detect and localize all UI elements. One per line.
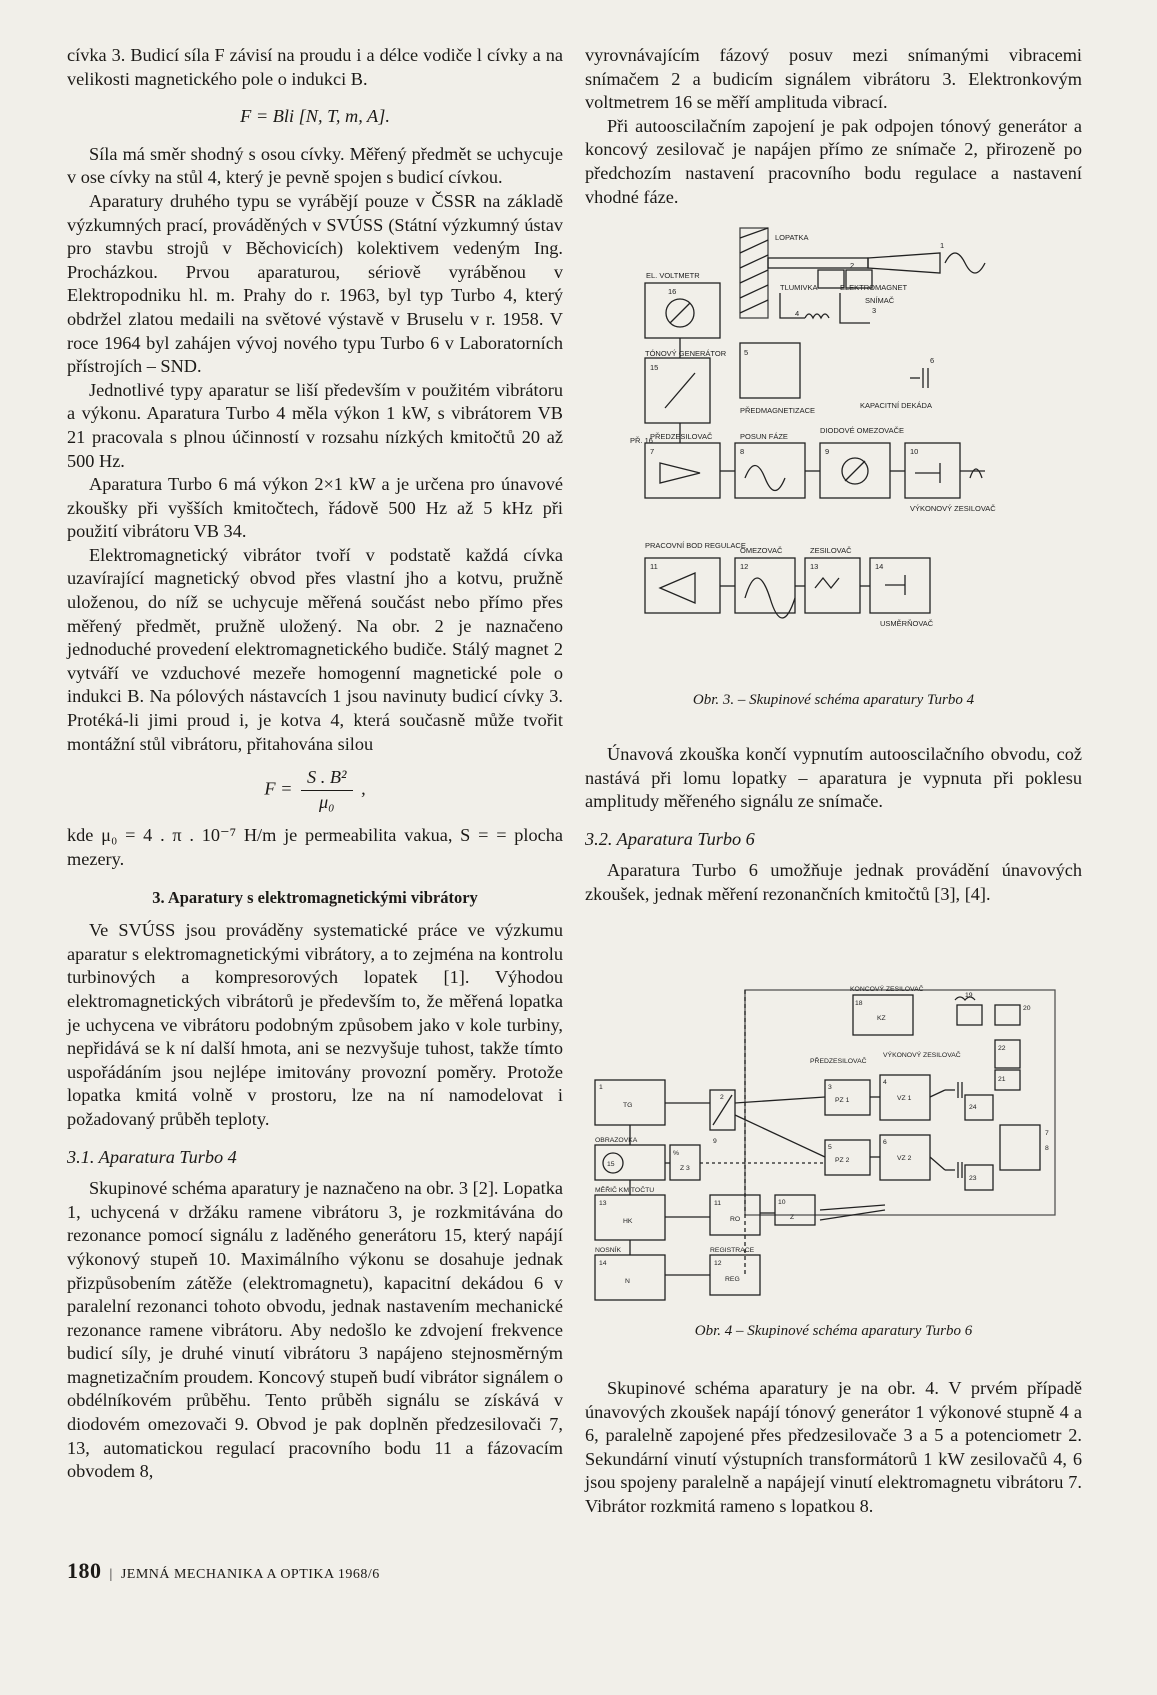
fig3-label-elektromagnet: ELEKTROMAGNET — [840, 283, 908, 292]
fig4-label-hk: HK — [623, 1218, 633, 1225]
fig4-label-z3: Z 3 — [680, 1165, 690, 1172]
fig4-label-8: 8 — [1045, 1145, 1049, 1152]
paragraph: Skupinové schéma aparatury je naznačeno na obr. 3 [2]. Lopatka 1, uchycená v držáku ramene vibrátoru 3, je rozkmitávána do rezonance pomocí signálu z laděného generátoru 15, který napájí výkonový stupeň 10. Maximálního výkonu se dosahuje jednak přizpůsobením zátěže (elektromagnetu), kapacitní dekádou 6 v paralelní rezonanci tohoto obvodu, jednak nastavením mechanické rezonance ramene vibrátoru. Aby nedošlo ke zdvojení frekvence budicí síly, je druhé vinutí vibrátoru 3 napájeno stejnosměrným magnetizačním proudem. Koncový stupeň budí vibrátor signálem o obdélníkovém průběhu. Tento průběh signálu se získává v diodovém omezovači 9. Obvod je pak doplněn předzesilovači 7, 13, automatickou regulací pracovního bodu 11 a fázovacím obvodem 8, — [67, 1178, 563, 1482]
left-column — [67, 44, 563, 1484]
fig3-label-kapacitni-dekada: KAPACITNÍ DEKÁDA — [860, 401, 932, 410]
fig4-label-pz2: PZ 2 — [835, 1157, 850, 1164]
fig4-label-nosnik: NOSNÍK — [595, 1247, 622, 1254]
page-number: 180 — [67, 1558, 102, 1583]
fig3-label-9: 9 — [825, 447, 830, 456]
equation-numerator: S . B² — [301, 766, 353, 791]
paragraph: vyrovnávajícím fázový posuv mezi snímanými vibracemi snímačem 2 a budicím signálem vibrátoru 3. Elektronkovým voltmetrem 16 se měří amplituda vibrací. — [585, 45, 1082, 113]
subsection-heading: 3.1. Aparatura Turbo 4 — [67, 1146, 237, 1167]
fig3-label-1: 1 — [940, 241, 945, 250]
fig3-label-8: 8 — [740, 447, 745, 456]
fig4-label-9: 9 — [713, 1138, 717, 1145]
fig4-label-22: 22 — [998, 1045, 1006, 1052]
fig4-label-vz2: VZ 2 — [897, 1155, 912, 1162]
fig3-label-tlumivka: TLUMIVKA — [780, 283, 818, 292]
paragraph: Únavová zkouška končí vypnutím autooscilačního obvodu, což nastává při lomu lopatky – aparatura je vypnuta při poklesu amplitudy měřeného signálu ze snímače. — [585, 744, 1082, 812]
fig3-label-4: 4 — [795, 309, 800, 318]
section-heading: 3. Aparatury s elektromagnetickými vibrátory — [152, 887, 478, 907]
fig4-label-21: 21 — [998, 1076, 1006, 1083]
equation-force: F = Bli [N, T, m, A]. — [240, 106, 390, 127]
fig3-label-lopatka: LOPATKA — [775, 233, 809, 242]
fig4-label-ro: RO — [730, 1216, 741, 1223]
fig3-label-usmernovac: USMĚRŇOVAČ — [880, 619, 934, 628]
fig4-label-6: 6 — [883, 1139, 887, 1146]
fig4-label-12: 12 — [714, 1260, 722, 1267]
fig3-label-16: 16 — [668, 287, 677, 296]
fig4-label-20: 20 — [1023, 1005, 1031, 1012]
right-column-top — [585, 44, 1082, 209]
paragraph: Jednotlivé typy aparatur se liší především v použitém vibrátoru a výkonu. Aparatura Turbo 4 měla výkon 1 kW, s vibrátorem VB 21 pracovala s plnou účinností v rozsahu nízkých kmitočtů 20 až 500 Hz. — [67, 379, 563, 471]
fig3-label-snimac: SNÍMAČ — [865, 296, 895, 305]
fig4-label-7: 7 — [1045, 1130, 1049, 1137]
fig3-label-12: 12 — [740, 562, 749, 571]
fig3-label-pracovni-bod-regulace: PRACOVNÍ BOD REGULACE — [645, 541, 746, 550]
paragraph: Aparatury druhého typu se vyrábějí pouze v ČSSR na základě výzkumných prací, prováděných v SVÚSS (Státní výzkumný ústav pro stavbu strojů v Běchovicích) kolektivem vedeným Ing. Procházkou. Prvou aparaturou, sériově vyráběnou v Elektropodniku hl. m. Prahy do r. 1963, byl typ Turbo 4, který obdržel zlatou medaili na světové výstavě v Bruselu v r. 1958. V roce 1964 byl zahájen vývoj nového typu Turbo 6 v Laboratorních přístrojích – SND. — [67, 190, 563, 377]
fig3-label-tonovy-generator: TÓNOVÝ GENERÁTOR — [645, 349, 727, 358]
paragraph: Aparatura Turbo 6 umožňuje jednak provádění únavových zkoušek, jednak měření rezonančních kmitočtů [3], [4]. — [585, 860, 1082, 904]
fig4-label-24: 24 — [969, 1104, 977, 1111]
fig4-label-3: 3 — [828, 1084, 832, 1091]
fig4-label-predzesilovac: PŘEDZESILOVAČ — [810, 1058, 867, 1065]
figure-4-diagram — [585, 985, 1082, 1305]
fig3-label-2: 2 — [850, 261, 855, 270]
fig4-label-meric-kmitoctu: MĚŘIČ KMITOČTU — [595, 1187, 655, 1194]
fig4-label-zv: % — [673, 1150, 680, 1157]
fig3-label-7: 7 — [650, 447, 655, 456]
fig3-label-predmagnetizace: PŘEDMAGNETIZACE — [740, 406, 816, 415]
fig3-label-omezovac: OMEZOVAČ — [740, 546, 783, 555]
fig4-label-vykonovy-zesilovac: VÝKONOVÝ ZESILOVAČ — [883, 1052, 961, 1059]
fig4-label-registrace: REGISTRACE — [710, 1247, 755, 1254]
fig3-label-11: 11 — [650, 562, 658, 571]
fig3-label-13: 13 — [810, 562, 819, 571]
fig3-label-10: 10 — [910, 447, 919, 456]
fig4-label-4: 4 — [883, 1079, 887, 1086]
paragraph: Elektromagnetický vibrátor tvoří v podstatě každá cívka uzavírající magnetický obvod přes vlastní jho a kotvu, pružně uloženou, do níž se uchycuje měřená součást nebo přímo přes měřený předmět, pružně uložený. Na obr. 2 je naznačeno jednoduché provedení elektromagnetického budiče. Stálý magnet 2 vytváří ve vzduchové mezeře homogenní magnetické pole o indukci B. Na pólových nástavcích 1 jsou navinuty budicí cívky 3. Protéká-li jimi proud i, je kotva 4, která současně může tvořit montážní stůl vibrátoru, přitahována silou — [67, 544, 563, 754]
paragraph: Aparatura Turbo 6 má výkon 2×1 kW a je určena pro únavové zkoušky při vyšších kmitočtech, řádově 500 Hz až 5 kHz při použití vibrátoru VB 34. — [67, 474, 563, 542]
equation-tail: , — [361, 778, 366, 799]
paragraph: Skupinové schéma aparatury je na obr. 4. V prvém případě únavových zkoušek napájí tónový generátor 1 výkonové stupně 4 a 6, paralelně zapojené přes předzesilovače 3 a 5 a potenciometr 2. Sekundární vinutí výstupních transformátorů 1 kW zesilovačů 4, 6 jsou spojeny paralelně a napájejí vinutí elektromagnetu vibrátoru 7. Vibrátor rozkmitá rameno s lopatkou 8. — [585, 1378, 1082, 1516]
fig3-label-3: 3 — [872, 306, 877, 315]
equation-lhs: F = — [264, 778, 293, 799]
fig4-label-pz1: PZ 1 — [835, 1097, 850, 1104]
paragraph: Ve SVÚSS jsou prováděny systematické práce ve výzkumu aparatur s elektromagnetickými vibrátory, a to zejména na kontrolu turbinových a kompresorových lopatek [1]. Výhodou elektromagnetických vibrátorů je především to, že měřená lopatka je uchycena ve vibrátoru podobným způsobem jako v kole turbiny, nepřidává se k ní další hmota, ani se nezvyšuje tuhost, takže tímto uspořádáním jsou nejlépe imitovány provozní poměry. Protože lopatka kmitá volně v prostoru, lze na ní namodelovat i požadovaný průběh teploty. — [67, 920, 563, 1129]
equation-magnetic-force — [67, 766, 563, 814]
fig3-label-5: 5 — [744, 348, 749, 357]
fig4-label-vz1: VZ 1 — [897, 1095, 912, 1102]
fig4-label-tg: TG — [623, 1102, 633, 1109]
fig3-label-pr16: PŘ. 16 — [630, 436, 653, 445]
fig3-label-14: 14 — [875, 562, 884, 571]
fig3-label-posun-faze: POSUN FÁZE — [740, 432, 788, 441]
fig3-label-vykonovy-zesilovac: VÝKONOVÝ ZESILOVAČ — [910, 504, 996, 513]
fig4-label-14: 14 — [599, 1260, 607, 1267]
footer-separator: | — [109, 1567, 113, 1582]
fig4-label-19: 19 — [965, 992, 973, 999]
journal-name: JEMNÁ MECHANIKA A OPTIKA 1968/6 — [120, 1567, 380, 1582]
equation-fraction — [301, 766, 353, 814]
fig4-label-z: Z — [790, 1214, 795, 1221]
fig4-label-reg: REG — [725, 1276, 740, 1283]
fig4-label-11: 11 — [714, 1200, 722, 1207]
fig4-label-1: 1 — [599, 1084, 603, 1091]
fig3-label-el-voltmetr: EL. VOLTMETR — [646, 271, 700, 280]
fig4-label-obrazovka: OBRAZOVKA — [595, 1137, 638, 1144]
fig3-label-15: 15 — [650, 363, 659, 372]
fig4-label-5: 5 — [828, 1144, 832, 1151]
fig4-label-15: 15 — [607, 1161, 615, 1168]
figure-3-caption: Obr. 3. – Skupinové schéma aparatury Turbo 4 — [692, 692, 975, 708]
fig3-label-6: 6 — [930, 356, 935, 365]
figure-3-diagram — [630, 228, 1080, 683]
paragraph: Síla má směr shodný s osou cívky. Měřený předmět se uchycuje v ose cívky na stůl 4, který je pevně spojen s budicí cívkou. — [67, 143, 563, 188]
fig3-label-zesilovac: ZESILOVAČ — [810, 546, 852, 555]
fig3-label-diodove-omezovace: DIODOVÉ OMEZOVAČE — [820, 426, 905, 435]
fig4-label-23: 23 — [969, 1175, 977, 1182]
fig4-label-koncovy-zesilovac: KONCOVÝ ZESILOVAČ — [850, 986, 924, 993]
fig4-label-2: 2 — [720, 1094, 724, 1101]
paragraph: cívka 3. Budicí síla F závisí na proudu i a délce vodiče l cívky a na velikosti magnetického pole o indukci B. — [67, 45, 563, 89]
fig4-label-18: 18 — [855, 1000, 863, 1007]
fig3-label-predzesilovac: PŘEDZESILOVAČ — [650, 432, 713, 441]
paragraph: kde μ₀ = 4 . π . 10⁻⁷ H/m je permeabilita vakua, S = = plocha mezery. — [67, 825, 563, 869]
right-column-middle — [585, 743, 1082, 907]
subsection-heading: 3.2. Aparatura Turbo 6 — [585, 828, 755, 849]
equation-denominator: μ₀ — [318, 791, 335, 812]
right-column-bottom — [585, 1377, 1082, 1519]
figure-4-caption: Obr. 4 – Skupinové schéma aparatury Turbo 6 — [694, 1323, 973, 1339]
fig4-label-10: 10 — [778, 1199, 786, 1206]
paragraph: Při autooscilačním zapojení je pak odpojen tónový generátor a koncový zesilovač je napájen přímo ze snímače 2, přirozeně po předchozím nastavení pracovního bodu regulace a nastavení vhodné fáze. — [585, 115, 1082, 207]
page-footer — [67, 1558, 380, 1584]
fig4-label-kz: KZ — [877, 1015, 886, 1022]
fig4-label-13: 13 — [599, 1200, 607, 1207]
fig4-label-n: N — [625, 1278, 630, 1285]
